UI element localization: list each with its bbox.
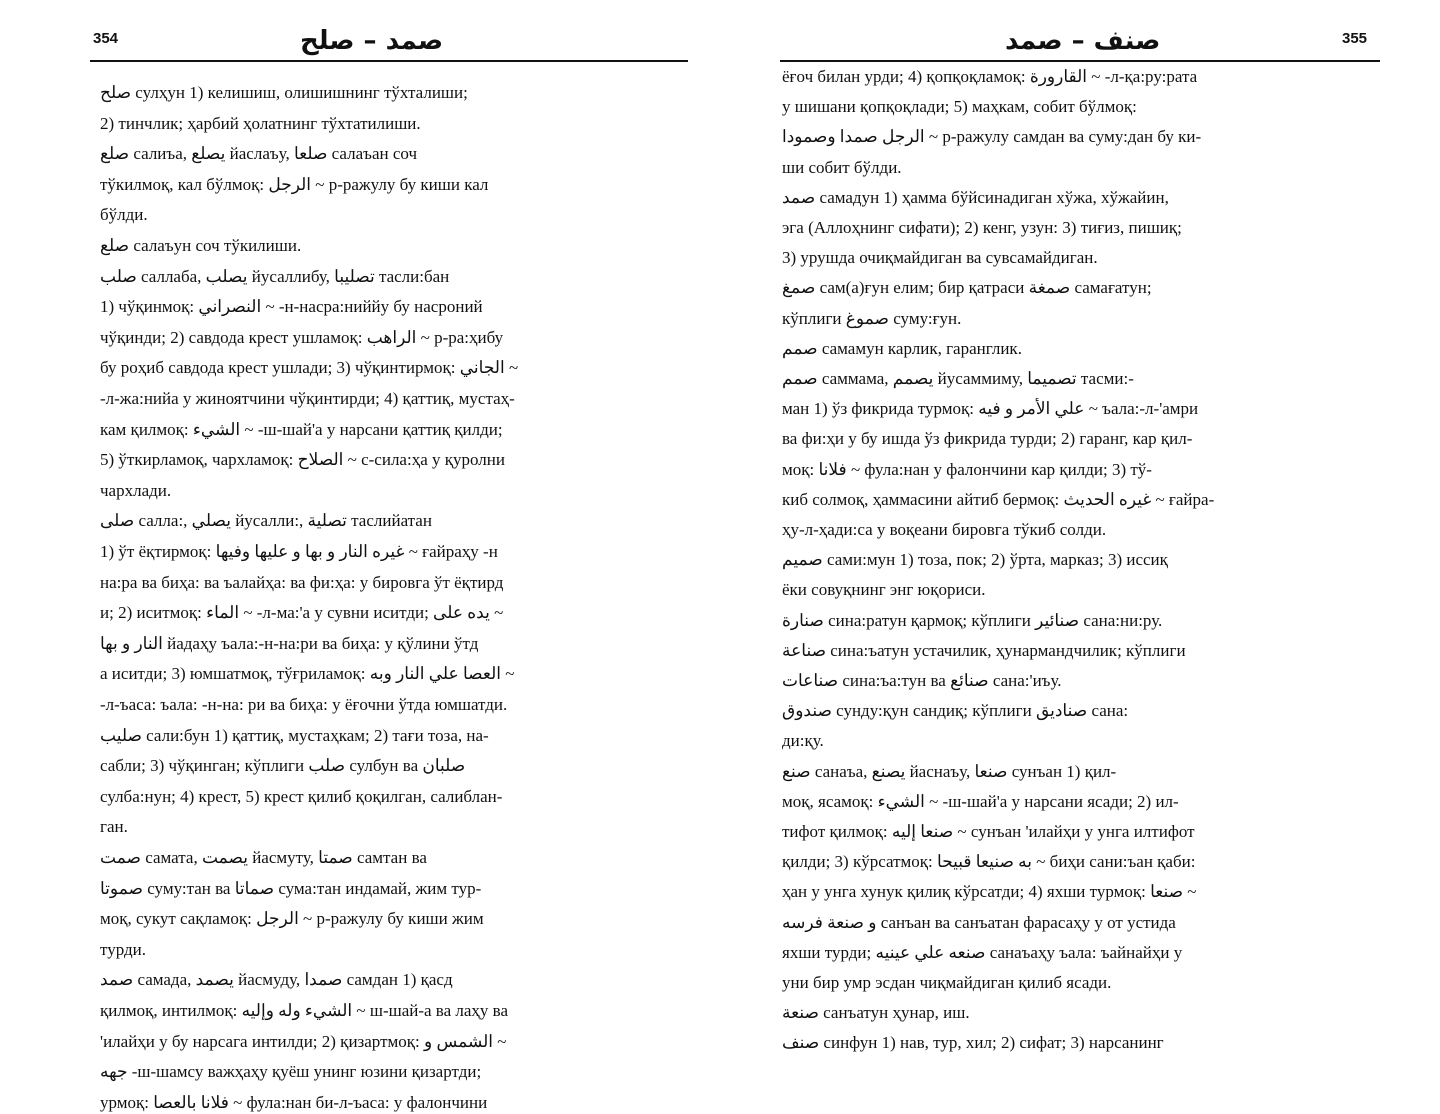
text-line: النار و بها йадаҳу ъала:-н-на:ри ва биҳа: у қўлини ўтд [100,633,479,653]
text-line: و صنعة فرسه санъан ва санъатан фарасаҳу у от устида [782,912,1176,932]
text-line: ҳу-л-ҳади:са у воқеани бировга тўкиб солди. [782,520,1107,539]
text-line: қилмоқ, интилмоқ: الشيء وله وإليه ~ ш-шай-а ва лаҳу ва [100,1001,509,1020]
text-line: صمد самадун 1) ҳамма бўйсинадиган хўжа, хўжайин, [782,187,1169,207]
text-line: сулба:нун; 4) крест, 5) крест қилиб қоқилган, салиблан- [100,786,503,806]
text-line: صلى салла:, يصلي йусалли:, تصلية таслийатан [100,511,432,531]
text-line: тўкилмоқ, кал бўлмоқ: الرجل ~ р-ражулу бу киши кал [100,174,489,194]
text-line: моқ: فلانا ~ фула:нан у фалончини кар қилди; 3) тў- [782,459,1152,479]
text-line: صمد самада, يصمد йасмуду, صمدا самдан 1) қасд [100,970,453,990]
text-line: صموتا суму:тан ва صماتا сума:тан индамай, жим тур- [100,878,482,898]
text-line: бўлди. [100,205,148,225]
text-line: у шишани қопқоқлади; 5) маҳкам, собит бўлмоқ: [782,97,1137,117]
text-line: чўқинди; 2) савдода крест ушламоқ: الراهب ~ р-ра:ҳибу [100,327,504,347]
text-line: صندوق сунду:қун сандиқ; кўплиги صناديق сана: [782,701,1129,721]
right-page [720,0,1440,1114]
text-line: صنع санаъа, يصنع йаснаъу, صنعا сунъан 1) қил- [782,761,1117,781]
text-line: صناعات сина:ъа:тун ва صنائع сана:'иъу. [782,671,1062,690]
text-line: صلح сулҳун 1) келишиш, олишишнинг тўхталиши; [100,83,468,102]
text-line: الرجل صمدا وصمودا ~ р-ражулу самдан ва суму:дан бу ки- [782,127,1202,147]
text-line: صليب сали:бун 1) қаттиқ, мустаҳкам; 2) тағи тоза, на- [100,725,489,745]
text-line: 1) ўт ёқтирмоқ: غيره النار و بها و عليها وفيها ~ ғайраҳу -н [100,542,498,561]
left-header-rule [90,60,688,62]
text-line: صناعة сина:ъатун устачилик, ҳунармандчилик; кўплиги [782,640,1186,660]
text-line: бу роҳиб савдода крест ушлади; 3) чўқинтирмоқ: الجاني ~ [100,358,519,378]
text-line: 3) урушда очиқмайдиган ва сувсамайдиган. [782,248,1098,268]
right-header-rule [780,60,1380,62]
text-line: صنارة сина:ратун қармоқ; кўплиги صنائير сана:ни:ру. [782,610,1163,630]
text-line: киб солмоқ, ҳаммасини айтиб бермоқ: غيره الحديث ~ ғайра- [782,489,1215,509]
text-line: صنعة санъатун ҳунар, иш. [782,1003,970,1023]
left-running-header: صمد – صلح [300,26,444,56]
text-line: 1) чўқинмоқ: النصراني ~ -н-насра:ниййу бу насроний [100,297,483,317]
text-line: чархлади. [100,480,172,500]
text-line: на:ра ва биҳа: ва ъалайҳа: ва фи:ҳа: у бировга ўт ёқтирд [100,572,504,592]
text-line: -л-ъаса: ъала: -н-на: ри ва биҳа: у ёғочни ўтда юмшатди. [100,695,508,714]
text-line: صمغ сам(а)ғун елим; бир қатраси صمغة самағатун; [782,278,1152,298]
text-line: моқ, ясамоқ: الشيء ~ -ш-шай'а у нарсани ясади; 2) ил- [782,791,1179,811]
text-line: ва фи:ҳи у бу ишда ўз фикрида турди; 2) гаранг, кар қил- [782,429,1193,449]
right-running-header: صنف – صمد [1005,26,1161,56]
text-line: ёғоч билан урди; 4) қопқоқламоқ: القارورة ~ -л-қа:ру:рата [782,67,1198,86]
text-line: صمم самамун карлик, гаранглик. [782,338,1022,358]
text-line: кўплиги صموغ суму:ғун. [782,308,962,328]
text-line: кам қилмоқ: الشيء ~ -ш-шай'а у нарсани қаттиқ қилди; [100,419,503,439]
text-line: 'илайҳи у бу нарсага интилди; 2) қизартмоқ: الشمس و ~ [100,1031,507,1051]
text-line: جهه -ш-шамсу важҳаҳу қуёш унинг юзини қизартди; [100,1062,482,1082]
text-line: صنف синфун 1) нав, тур, хил; 2) сифат; 3) нарсанинг [782,1033,1164,1053]
text-line: ши собит бўлди. [782,157,902,177]
text-line: ман 1) ўз фикрида турмоқ: علي الأمر و فيه ~ ъала:-л-'амри [782,399,1199,419]
right-page-number: 355 [1342,30,1368,47]
text-line: сабли; 3) чўқинган; кўплиги صلب сулбун ва صلبان [100,756,466,776]
text-line: яхши турди; صنعه علي عينيه санаъаҳу ъала: ъайнайҳи у [782,942,1183,962]
text-line: 2) тинчлик; ҳарбий ҳолатнинг тўхтатилиши. [100,113,421,133]
text-line: ди:қу. [782,731,824,751]
text-line: صلب саллаба, يصلب йусаллибу, تصليبا тасли:бан [100,266,450,286]
left-page-number: 354 [93,30,119,47]
text-line: ҳан у унга хунук қилиқ кўрсатди; 4) яхши турмоқ: صنعا ~ [782,882,1197,902]
text-line: 5) ўткирламоқ, чархламоқ: الصلاح ~ с-сила:ҳа у қуролни [100,450,505,470]
text-line: уни бир умр эсдан чиқмайдиган қилиб ясади. [782,973,1112,992]
text-line: صلع салаъун соч тўкилиши. [100,236,302,255]
text-line: صمت самата, يصمت йасмуту, صمتا самтан ва [100,848,427,867]
text-line: -л-жа:нийа у жиноятчини чўқинтирди; 4) қаттиқ, мустаҳ- [100,389,515,408]
text-line: эга (Аллоҳнинг сифати); 2) кенг, узун: 3) тиғиз, пишиқ; [782,218,1182,237]
text-line: ган. [100,817,128,837]
text-line: ёки совуқнинг энг юқориси. [782,580,986,600]
text-line: صمم саммама, يصمم йусаммиму, تصميما тасми:- [782,369,1134,388]
text-line: а иситди; 3) юмшатмоқ, тўғриламоқ: العصا علي النار وبه ~ [100,664,515,684]
text-line: урмоқ: فلانا بالعصا ~ фула:нан би-л-ъаса: у фалончини [100,1092,488,1112]
text-line: صلع салиъа, يصلع йаслаъу, صلعا салаъан соч [100,144,417,164]
text-line: тифот қилмоқ: صنعا إليه ~ сунъан 'илайҳи у унга илтифот [782,822,1195,841]
text-line: и; 2) иситмоқ: الماء ~ -л-ма:'а у сувни иситди; يده على ~ [100,603,504,623]
text-line: қилди; 3) кўрсатмоқ: به صنيعا قبيحا ~ биҳи сани:ъан қаби: [782,852,1196,872]
text-line: моқ, сукут сақламоқ: الرجل ~ р-ражулу бу киши жим [100,909,484,929]
text-line: турди. [100,939,146,959]
text-line: صميم сами:мун 1) тоза, пок; 2) ўрта, марказ; 3) иссиқ [782,550,1168,570]
